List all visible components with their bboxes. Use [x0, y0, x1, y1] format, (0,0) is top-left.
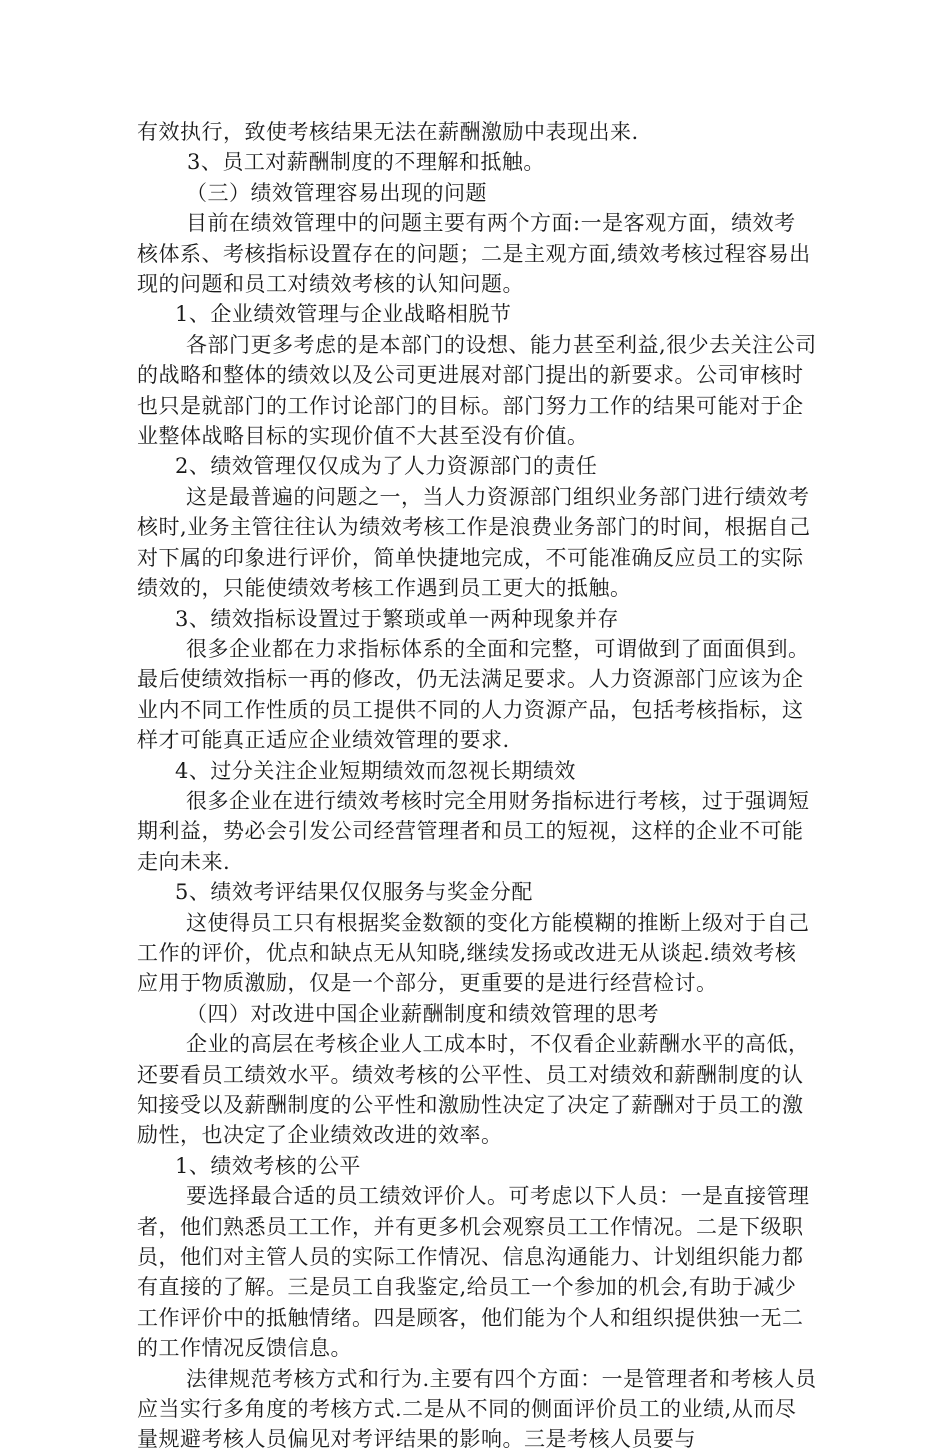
- paragraph-continuation: 有效执行，致使考核结果无法在薪酬激励中表现出来.: [137, 120, 639, 144]
- sub-heading-3: 3、绩效指标设置过于繁琐或单一两种现象并存: [175, 606, 619, 631]
- paragraph: 要选择最合适的员工绩效评价人。可考虑以下人员：一是直接管理者，他们熟悉员工工作，并有更多机会观察员工工作情况。二是下级职员，他们对主管人员的实际工作情况、信息沟通能力、计划组织能力都有直接的了解。三是员工自我鉴定,给员工一个参加的机会,有助于减少工作评价中的抵触情绪。四是顾客，他们能为个人和组织提供独一无二的工作情况反馈信息。: [137, 1184, 810, 1361]
- paragraph: 很多企业都在力求指标体系的全面和完整，可谓做到了面面俱到。最后使绩效指标一再的修改，仍无法满足要求。人力资源部门应该为企业内不同工作性质的员工提供不同的人力资源产品，包括考核指标，这样才可能真正适应企业绩效管理的要求.: [137, 636, 810, 753]
- sub-heading-4: 4、过分关注企业短期绩效而忽视长期绩效: [175, 758, 576, 783]
- paragraph: 目前在绩效管理中的问题主要有两个方面:一是客观方面，绩效考核体系、考核指标设置存在的问题；二是主观方面,绩效考核过程容易出现的问题和员工对绩效考核的认知问题。: [137, 211, 811, 297]
- paragraph: 各部门更多考虑的是本部门的设想、能力甚至利益,很少去关注公司的战略和整体的绩效以及公司更进展对部门提出的新要求。公司审核时也只是就部门的工作讨论部门的目标。部门努力工作的结果可能对于企业整体战略目标的实现价值不大甚至没有价值。: [137, 332, 817, 449]
- paragraph: 这是最普遍的问题之一，当人力资源部门组织业务部门进行绩效考核时,业务主管往往认为绩效考核工作是浪费业务部门的时间，根据自己对下属的印象进行评价，简单快捷地完成，不可能准确反应员工的实际绩效的，只能使绩效考核工作遇到员工更大的抵触。: [137, 484, 811, 601]
- paragraph: 很多企业在进行绩效考核时完全用财务指标进行考核，过于强调短期利益，势必会引发公司经营管理者和员工的短视，这样的企业不可能走向未来.: [137, 788, 810, 874]
- sub-heading-3-salary: 3、员工对薪酬制度的不理解和抵触。: [187, 150, 545, 175]
- sub-heading-2: 2、绩效管理仅仅成为了人力资源部门的责任: [175, 454, 598, 479]
- paragraph: 企业的高层在考核企业人工成本时，不仅看企业薪酬水平的高低，还要看员工绩效水平。绩效考核的公平性、员工对绩效和薪酬制度的认知接受以及薪酬制度的公平性和激励性决定了决定了薪酬对于员工的激励性，也决定了企业绩效改进的效率。: [137, 1032, 810, 1148]
- sub-heading-5: 5、绩效考评结果仅仅服务与奖金分配: [175, 880, 533, 905]
- paragraph: 这使得员工只有根据奖金数额的变化方能模糊的推断上级对于自己工作的评价，优点和缺点无从知晓,继续发扬或改进无从谈起.绩效考核应用于物质激励，仅是一个部分，更重要的是进行经营检讨。: [137, 910, 810, 996]
- sub-heading-1: 1、企业绩效管理与企业战略相脱节: [175, 302, 512, 327]
- document-body: [137, 117, 817, 1455]
- section-heading-4: （四）对改进中国企业薪酬制度和绩效管理的思考: [186, 1001, 659, 1026]
- sub-heading-1-fairness: 1、绩效考核的公平: [175, 1153, 361, 1178]
- paragraph: 法律规范考核方式和行为.主要有四个方面：一是管理者和考核人员应当实行多角度的考核方式.二是从不同的侧面评价员工的业绩,从而尽量规避考核人员偏见对考评结果的影响。三是考核人员要与: [137, 1366, 817, 1452]
- section-heading-3: （三）绩效管理容易出现的问题: [186, 180, 487, 205]
